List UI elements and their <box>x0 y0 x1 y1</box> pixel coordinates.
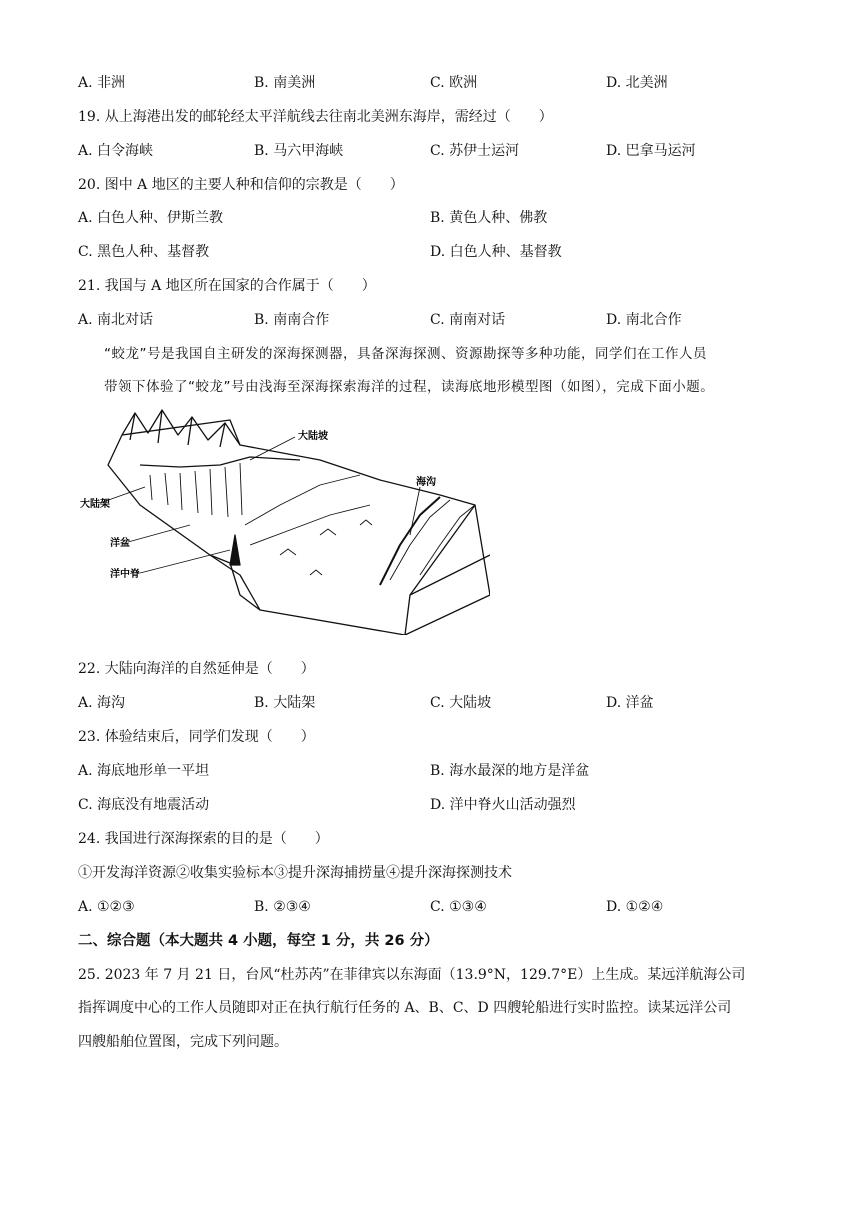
q20-option-a: A. 白色人种、伊斯兰教 <box>78 210 224 226</box>
q19-option-d: D. 巴拿马运河 <box>606 143 696 159</box>
block-right-face <box>405 505 475 635</box>
q21-option-a: A. 南北对话 <box>78 312 154 328</box>
q24-option-b: B. ②③④ <box>254 899 311 915</box>
q22-option-d: D. 洋盆 <box>606 695 654 711</box>
q23-option-d: D. 洋中脊火山活动强烈 <box>430 797 576 813</box>
q20-option-b: B. 黄色人种、佛教 <box>430 210 548 226</box>
q25-line-1: 25. 2023 年 7 月 21 日，台风“杜苏芮”在菲律宾以东海面（13.9°N，129.7°E）上生成。某远洋航海公司 <box>78 967 746 983</box>
q22-stem: 22. 大陆向海洋的自然延伸是（ ） <box>78 661 315 677</box>
q24-option-c: C. ①③④ <box>430 899 487 915</box>
q21-stem: 21. 我国与 A 地区所在国家的合作属于（ ） <box>78 278 376 294</box>
section-2-title: 二、综合题（本大题共 4 小题，每空 1 分，共 26 分） <box>78 933 439 949</box>
block-top-outline <box>108 420 490 635</box>
label-ocean-basin: 洋盆 <box>110 538 130 549</box>
q24-items: ①开发海洋资源②收集实验标本③提升深海捕捞量④提升深海探测技术 <box>78 865 512 881</box>
q22-option-b: B. 大陆架 <box>254 695 316 711</box>
q18-option-d: D. 北美洲 <box>606 75 668 91</box>
q24-option-a: A. ①②③ <box>78 899 135 915</box>
q25-line-3: 四艘船舶位置图，完成下列问题。 <box>78 1034 288 1050</box>
intro-line-2: 带领下体验了“蛟龙”号由浅海至深海探索海洋的过程，读海底地形模型图（如图），完成下面小题。 <box>104 379 715 395</box>
q19-option-b: B. 马六甲海峡 <box>254 143 344 159</box>
q19-stem: 19. 从上海港出发的邮轮经太平洋航线去往南北美洲东海岸，需经过（ ） <box>78 109 553 125</box>
q18-option-b: B. 南美洲 <box>254 75 316 91</box>
q19-option-a: A. 白令海峡 <box>78 143 154 159</box>
q20-stem: 20. 图中 A 地区的主要人种和信仰的宗教是（ ） <box>78 177 404 193</box>
q18-option-a: A. 非洲 <box>78 75 126 91</box>
q23-option-a: A. 海底地形单一平坦 <box>78 763 210 779</box>
q24-stem: 24. 我国进行深海探索的目的是（ ） <box>78 831 329 847</box>
q20-option-c: C. 黑色人种、基督教 <box>78 244 210 260</box>
mid-ocean-ridge <box>230 535 240 565</box>
q23-stem: 23. 体验结束后，同学们发现（ ） <box>78 729 315 745</box>
seabed-terrain-figure <box>80 405 490 635</box>
intro-line-1: “蛟龙”号是我国自主研发的深海探测器，具备深海探测、资源勘探等多种功能，同学们在工作人员 <box>104 346 707 362</box>
label-mid-ocean-ridge: 洋中脊 <box>110 569 140 580</box>
q22-option-a: A. 海沟 <box>78 695 126 711</box>
q22-option-c: C. 大陆坡 <box>430 695 492 711</box>
q21-option-d: D. 南北合作 <box>606 312 682 328</box>
q19-option-c: C. 苏伊士运河 <box>430 143 520 159</box>
q23-option-c: C. 海底没有地震活动 <box>78 797 210 813</box>
trench <box>380 497 440 585</box>
label-continental-shelf: 大陆架 <box>80 499 110 510</box>
q18-option-c: C. 欧洲 <box>430 75 478 91</box>
label-trench: 海沟 <box>416 477 436 488</box>
q21-option-b: B. 南南合作 <box>254 312 330 328</box>
label-continental-slope: 大陆坡 <box>298 431 328 442</box>
continental-slope <box>140 457 300 467</box>
q24-option-d: D. ①②④ <box>606 899 664 915</box>
q23-option-b: B. 海水最深的地方是洋盆 <box>430 763 590 779</box>
q21-option-c: C. 南南对话 <box>430 312 506 328</box>
q20-option-d: D. 白色人种、基督教 <box>430 244 562 260</box>
q25-line-2: 指挥调度中心的工作人员随即对正在执行航行任务的 A、B、C、D 四艘轮船进行实时监控。读某远洋公司 <box>78 1000 732 1016</box>
mountains <box>122 410 240 445</box>
